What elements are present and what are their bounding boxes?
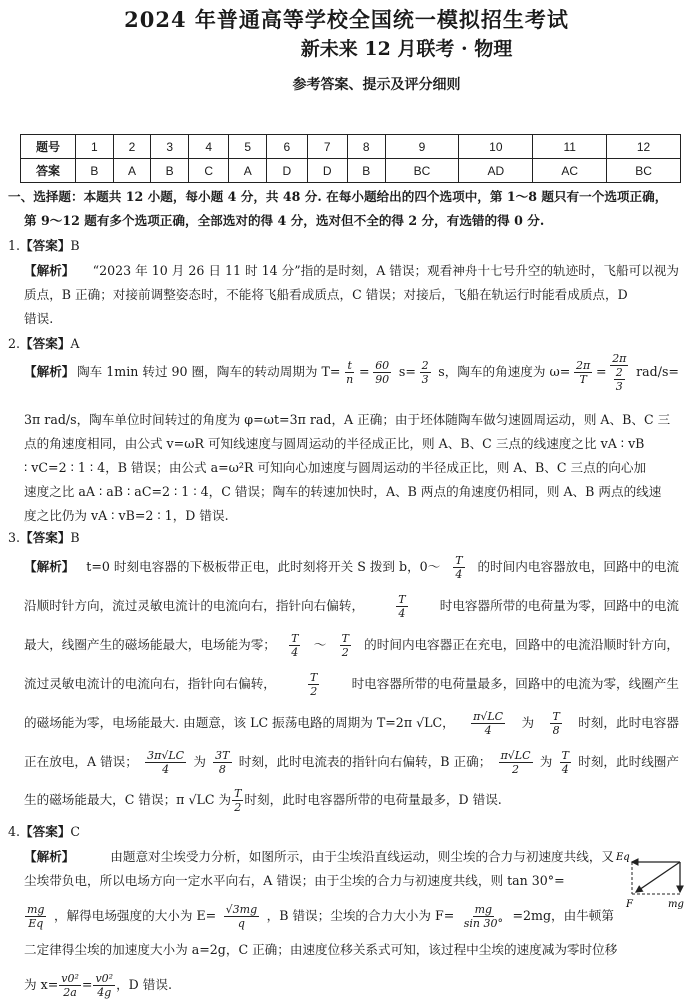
question-number-cell: 8 [347,135,385,159]
text-line [24,434,679,454]
text-line [24,410,679,430]
numerator [224,903,259,917]
answer-cell: C [189,159,229,183]
question-number-cell: 7 [307,135,347,159]
question-number-cell: 4 [189,135,229,159]
text-run: T [455,553,463,567]
question-heading [8,236,80,256]
denominator [236,917,247,930]
text-run: = [358,364,370,379]
fraction [308,671,319,698]
text-run: 2a [63,985,77,999]
fraction [560,749,571,776]
text-line [24,592,679,620]
numerator [396,593,407,607]
denominator [308,685,319,698]
numerator [373,359,391,373]
text-run: 时电容器所带的电荷量最多，回路中的电流为零，线圈产生 [351,676,679,691]
answer-label: 【答案】 [20,530,71,545]
text-run: 2π [576,358,591,372]
text-run: T [341,631,349,645]
text-run: 最大，线圈产生的磁场能最大，电场能为零； [24,637,276,652]
text-run: π√LC [500,748,531,762]
fraction [373,359,391,386]
question-number-cell: 5 [229,135,267,159]
denominator [289,646,300,659]
answer-label: 【答案】 [20,824,71,839]
answer-cell: AC [533,159,607,183]
answer-label: 【答案】 [20,336,71,351]
force-diagram [612,850,687,912]
numerator [25,903,46,917]
denominator [510,763,521,776]
text-run: 时电容器所带的电荷量为零，回路中的电流 [439,598,679,613]
text-run: 4 [455,567,463,581]
fraction [614,366,625,393]
text-run: T [552,709,560,723]
text-run: 2π [612,351,627,365]
question-number: 4. [8,824,21,839]
text-run: ∶ vC=2 ∶ 1 ∶ 4，B 错误；由公式 a=ω²R 可知向心加速度与圆周运动的半径成正比，则 A、B、C 三点的向心加 [24,460,647,475]
text-run: 由题意对尘埃受力分析，如图所示，由于尘埃沿直线运动，则尘埃的合力与初速度共线，又 [110,849,614,864]
text-run: 为 [521,715,535,730]
text-run: 正在放电，A 错误； [24,754,138,769]
text-run: 时刻，此时线圈产 [578,754,679,769]
numerator [560,749,571,763]
numerator [145,749,186,763]
question-number-cell: 6 [267,135,307,159]
text-run: 3 [615,379,623,393]
text-line [8,187,684,207]
fraction [574,359,592,386]
denominator [344,373,355,386]
text-run: T [579,372,587,386]
text-run: 为 x= [24,977,59,992]
fraction [340,632,351,659]
text-line [24,748,679,776]
text-run: 8 [552,723,560,737]
fraction [610,352,628,393]
numerator [213,749,231,763]
answer-value: B [70,238,80,253]
fraction [396,593,407,620]
text-run: 二定律得尘埃的加速度大小为 a=2g，C 正确；由速度位移关系式可知，该过程中尘埃的速度减为零时位移 [24,942,618,957]
question-number-cell: 11 [533,135,607,159]
table-row-numbers [21,135,681,159]
answer-cell: B [151,159,189,183]
denominator [453,568,464,581]
question-number-cell: 3 [151,135,189,159]
fraction [471,710,505,737]
answer-label: 【答案】 [20,238,71,253]
document-title: 参考答案、提示及评分细则 [292,77,461,93]
text-line [24,482,679,502]
numerator [550,710,561,724]
resultant-force-arrow [636,862,680,892]
answer-cell: B [347,159,385,183]
text-line [24,458,679,478]
row-label: 题号 [21,135,76,159]
fraction [224,903,259,930]
text-line [24,553,679,581]
text-run: t=0 时刻电容器的下极板带正电，此时刻将开关 S 拨到 b，0～ [86,559,441,574]
text-line [24,506,229,526]
question-number: 2. [8,336,21,351]
text-run: T [291,631,299,645]
fraction [59,972,81,999]
text-run: 时刻，此时电容器 [578,715,679,730]
fraction [25,903,46,930]
text-line [24,261,679,281]
text-run: 2 [615,365,623,379]
answer-cell: AD [459,159,533,183]
numerator [610,352,628,366]
text-run: 速度之比 aA ∶ aB ∶ aC=2 ∶ 1 ∶ 4，C 错误；陶车的转速加快时，A、B 两点的角速度仍相同，则 A、B 两点的线速 [24,484,662,499]
text-line [24,871,614,891]
text-run: π√LC [473,709,504,723]
answer-cell: BC [385,159,459,183]
fraction [289,632,300,659]
answer-value: B [70,530,80,545]
text-run: v0² [95,971,114,985]
table-row-answers [21,159,681,183]
text-line [24,847,614,867]
text-run: T [234,786,242,800]
question-heading [8,334,80,354]
text-run: 的磁场能为零，电场能最大. 由题意，该 LC 振荡电路的周期为 T=2π √LC， [24,715,455,730]
numerator [473,903,494,917]
text-line [24,285,679,305]
text-line [24,786,502,814]
text-run: ，D 错误. [116,977,172,992]
text-run: 4 [398,606,406,620]
text-run: 度之比仍为 vA ∶ vB=2 ∶ 1，D 错误. [24,508,229,523]
text-run: 8 [218,762,226,776]
text-run: Eq [28,916,44,930]
fraction [213,749,231,776]
numerator [93,972,115,986]
denominator [614,380,625,393]
text-run: 为 [193,754,206,769]
denominator [420,373,431,386]
bold-label: 【解析】 [24,559,75,574]
text-run: 为 [539,754,553,769]
numerator [232,787,243,801]
numerator [499,749,533,763]
denominator [217,763,228,776]
numerator [614,366,625,380]
text-run: 2 [341,645,349,659]
mg-label: mg [668,899,684,910]
question-heading [8,528,80,548]
fraction [93,972,115,999]
denominator [61,986,79,999]
bold-label: 【解析】 [24,263,75,278]
answer-value: A [70,336,80,351]
text-line [24,631,679,659]
text-run: 陶车 1min 转过 90 圈，陶车的转动周期为 T= [77,364,341,379]
text-run: 2 [310,684,318,698]
denominator [340,646,351,659]
eq-label: Eq [616,852,630,863]
fraction [453,554,464,581]
denominator [26,917,45,930]
text-run: rad/s= [632,364,679,379]
answer-cell: D [307,159,347,183]
denominator [483,724,494,737]
text-run: 生的磁场能最大，C 错误；π √LC 为 [24,792,232,807]
text-line [24,902,614,930]
text-run: = [81,977,93,992]
bold-label: 一、选择题：本题共 12 小题，每小题 4 分，共 48 分. 在每小题给出的四个选项中，第 1～8 题只有一个选项正确， [8,189,668,204]
exam-subtitle: 新未来 12 月联考 · 物理 [300,38,513,60]
text-run: ，解得电场强度的大小为 E= [53,908,217,923]
row-label: 答案 [21,159,76,183]
text-run: 2 [512,762,520,776]
fraction [232,787,243,814]
answer-cell: A [229,159,267,183]
text-line [24,309,53,329]
numerator [453,554,464,568]
text-run: 的时间内电容器正在充电，回路中的电流沿顺时针方向， [364,637,679,652]
denominator [462,917,505,930]
text-line [24,211,544,231]
question-number: 3. [8,530,21,545]
text-run: 时刻，此时电流表的指针向右偏转，B 正确； [238,754,492,769]
denominator [95,986,113,999]
denominator [577,373,588,386]
fraction [420,359,431,386]
text-line [24,670,679,698]
text-line [24,709,679,737]
text-run: ～ [313,637,327,652]
text-run: √3mg [225,902,258,916]
text-run: T [310,670,318,684]
text-run: T [398,592,406,606]
text-run: mg [474,902,493,916]
text-run: 4 [484,723,492,737]
answer-cell: BC [607,159,681,183]
numerator [345,359,353,373]
text-run: n [346,372,354,386]
question-number: 1. [8,238,21,253]
text-run: 3π√LC [147,748,185,762]
text-run: q [237,916,245,930]
numerator [289,632,300,646]
text-run: v0² [61,971,79,985]
answer-cell: B [76,159,114,183]
numerator [308,671,319,685]
fraction [462,903,505,930]
text-run: 3π rad/s，陶车单位时间转过的角度为 φ=ωt=3π rad，A 正确；由于坯体随陶车做匀速圆周运动，则 A、B、C 三 [24,412,671,427]
text-run: 2 [421,358,429,372]
f-label: F [626,899,633,910]
answer-cell: A [113,159,151,183]
denominator [611,366,628,393]
question-number-cell: 12 [607,135,681,159]
question-number-cell: 2 [113,135,151,159]
text-run: 4 [561,762,569,776]
question-number-cell: 9 [385,135,459,159]
text-run: 质点，B 正确；对接前调整姿态时，不能将飞船看成质点，C 错误；对接后，飞船在轨运行时能看成质点，D [24,287,628,302]
text-run: 时刻，此时电容器所带的电荷量最多，D 错误. [244,792,502,807]
text-run: ，B 错误；尘埃的合力大小为 F= [266,908,455,923]
bold-label: 【解析】 [24,849,75,864]
fraction [499,749,533,776]
question-number-cell: 10 [459,135,533,159]
answer-table [20,134,681,183]
text-run: 60 [375,358,390,372]
text-run: s= [394,364,416,379]
denominator [551,724,562,737]
text-run: 沿顺时针方向，流过灵敏电流计的电流向右，指针向右偏转， [24,598,365,613]
fraction [145,749,186,776]
text-run: =2mg，由牛顿第 [512,908,614,923]
text-run: t [347,358,352,372]
answer-cell: D [267,159,307,183]
text-run: 2 [234,800,242,814]
exam-title: 2024 年普通高等学校全国统一模拟招生考试 [124,7,569,32]
question-heading [8,822,80,842]
text-run: 4g [97,985,112,999]
text-run: 流过灵敏电流计的电流向右，指针向右偏转， [24,676,276,691]
fraction [550,710,561,737]
text-run: s，陶车的角速度为 ω= [434,364,571,379]
fraction [344,359,355,386]
numerator [574,359,592,373]
text-run: sin 30° [463,916,503,930]
denominator [160,763,171,776]
numerator [420,359,431,373]
text-run: 错误. [24,311,54,326]
numerator [59,972,81,986]
denominator [396,607,407,620]
question-number-cell: 1 [76,135,114,159]
text-run: = [595,364,607,379]
text-run: T [561,748,569,762]
text-run: 4 [291,645,299,659]
text-run: 3 [421,372,429,386]
text-run: mg [27,902,45,916]
numerator [340,632,351,646]
denominator [232,801,243,814]
text-run: 90 [375,372,390,386]
answer-value: C [70,824,81,839]
text-run: 的时间内电容器放电，回路中的电流 [477,559,679,574]
text-run: 4 [162,762,170,776]
text-run: 尘埃带负电，所以电场方向一定水平向右，A 错误；由于尘埃的合力与初速度共线，则 tan 30°= [24,873,565,888]
text-line [24,940,684,960]
denominator [560,763,571,776]
bold-label: 【解析】 [24,364,75,379]
text-line [24,971,172,999]
bold-label: 第 9～12 题有多个选项正确，全部选对的得 4 分，选对但不全的得 2 分，有选错的得 0 分. [24,213,545,228]
text-run: “2023 年 10 月 26 日 11 时 14 分”指的是时刻，A 错误；观看神舟十七号升空的轨迹时，飞船可以视为 [92,263,679,278]
text-run: 点的角速度相同，由公式 v=ωR 可知线速度与圆周运动的半径成正比，则 A、B、C 三点的线速度之比 vA ∶ vB [24,436,645,451]
numerator [471,710,505,724]
text-run: 3T [215,748,230,762]
denominator [373,373,391,386]
